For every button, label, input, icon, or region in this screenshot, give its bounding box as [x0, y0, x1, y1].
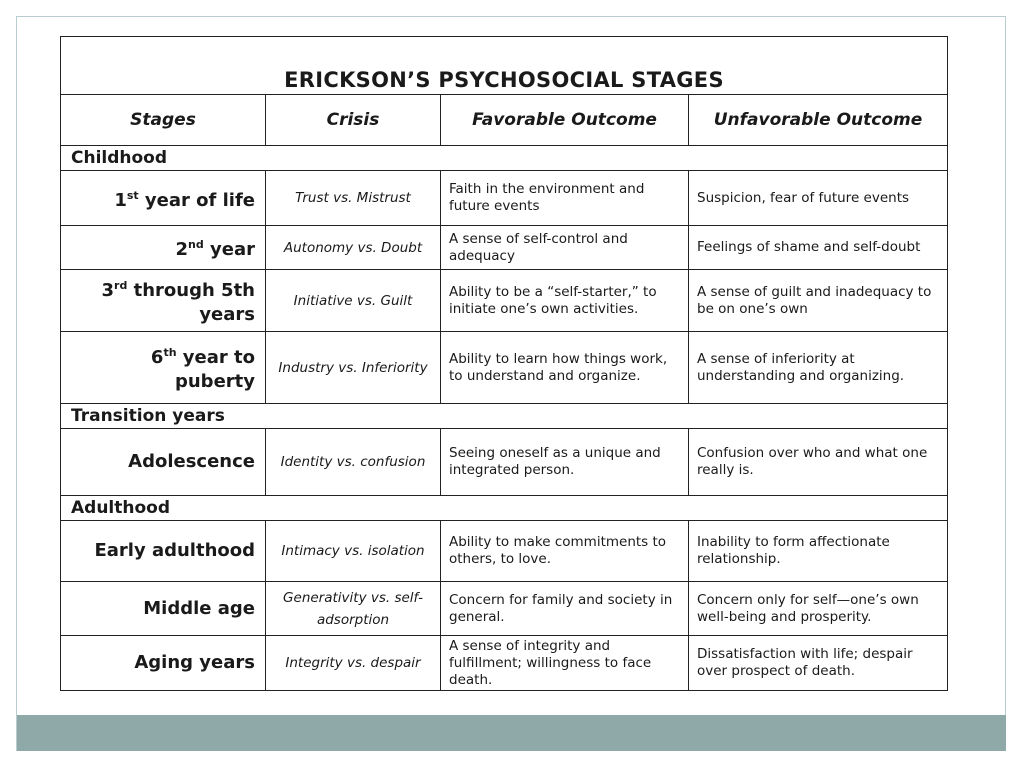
unfavorable-cell: A sense of guilt and inadequacy to be on one’s own: [689, 270, 948, 332]
table-row: [61, 332, 948, 404]
favorable-cell: Concern for family and society in general.: [441, 582, 689, 636]
stage-cell: Middle age: [61, 582, 266, 636]
stages-table: [60, 36, 948, 691]
crisis-cell: Generativity vs. self-adsorption: [266, 582, 441, 636]
section-label: Transition years: [61, 404, 948, 429]
favorable-cell: Ability to be a “self-starter,” to initiate one’s own activities.: [441, 270, 689, 332]
stage-cell: 1st year of life: [61, 171, 266, 226]
table-row: [61, 636, 948, 691]
section-label: Adulthood: [61, 496, 948, 521]
crisis-cell: Intimacy vs. isolation: [266, 521, 441, 582]
header-crisis: Crisis: [266, 95, 441, 146]
table-row: [61, 171, 948, 226]
unfavorable-cell: A sense of inferiority at understanding and organizing.: [689, 332, 948, 404]
table-row: [61, 270, 948, 332]
favorable-cell: Faith in the environment and future events: [441, 171, 689, 226]
stage-cell: Adolescence: [61, 429, 266, 496]
crisis-cell: Identity vs. confusion: [266, 429, 441, 496]
table-row: [61, 521, 948, 582]
crisis-cell: Trust vs. Mistrust: [266, 171, 441, 226]
section-label: Childhood: [61, 146, 948, 171]
stage-cell: Aging years: [61, 636, 266, 691]
unfavorable-cell: Inability to form affectionate relationship.: [689, 521, 948, 582]
favorable-cell: Ability to learn how things work, to understand and organize.: [441, 332, 689, 404]
unfavorable-cell: Concern only for self—one’s own well-being and prosperity.: [689, 582, 948, 636]
stage-cell: 6th year to puberty: [61, 332, 266, 404]
table-row: [61, 582, 948, 636]
table-row: [61, 429, 948, 496]
unfavorable-cell: Confusion over who and what one really is.: [689, 429, 948, 496]
table-row: [61, 226, 948, 270]
header-stages: Stages: [61, 95, 266, 146]
crisis-cell: Initiative vs. Guilt: [266, 270, 441, 332]
header-unfavorable-outcome: Unfavorable Outcome: [689, 95, 948, 146]
crisis-cell: Autonomy vs. Doubt: [266, 226, 441, 270]
header-favorable-outcome: Favorable Outcome: [441, 95, 689, 146]
favorable-cell: Seeing oneself as a unique and integrated person.: [441, 429, 689, 496]
footer-band: [17, 715, 1006, 751]
unfavorable-cell: Suspicion, fear of future events: [689, 171, 948, 226]
stage-cell: 3rd through 5th years: [61, 270, 266, 332]
favorable-cell: Ability to make commitments to others, to love.: [441, 521, 689, 582]
table-title: ERICKSON’S PSYCHOSOCIAL STAGES: [61, 37, 948, 95]
unfavorable-cell: Dissatisfaction with life; despair over prospect of death.: [689, 636, 948, 691]
crisis-cell: Integrity vs. despair: [266, 636, 441, 691]
unfavorable-cell: Feelings of shame and self-doubt: [689, 226, 948, 270]
stage-cell: Early adulthood: [61, 521, 266, 582]
crisis-cell: Industry vs. Inferiority: [266, 332, 441, 404]
favorable-cell: A sense of self-control and adequacy: [441, 226, 689, 270]
stage-cell: 2nd year: [61, 226, 266, 270]
favorable-cell: A sense of integrity and fulfillment; willingness to face death.: [441, 636, 689, 691]
